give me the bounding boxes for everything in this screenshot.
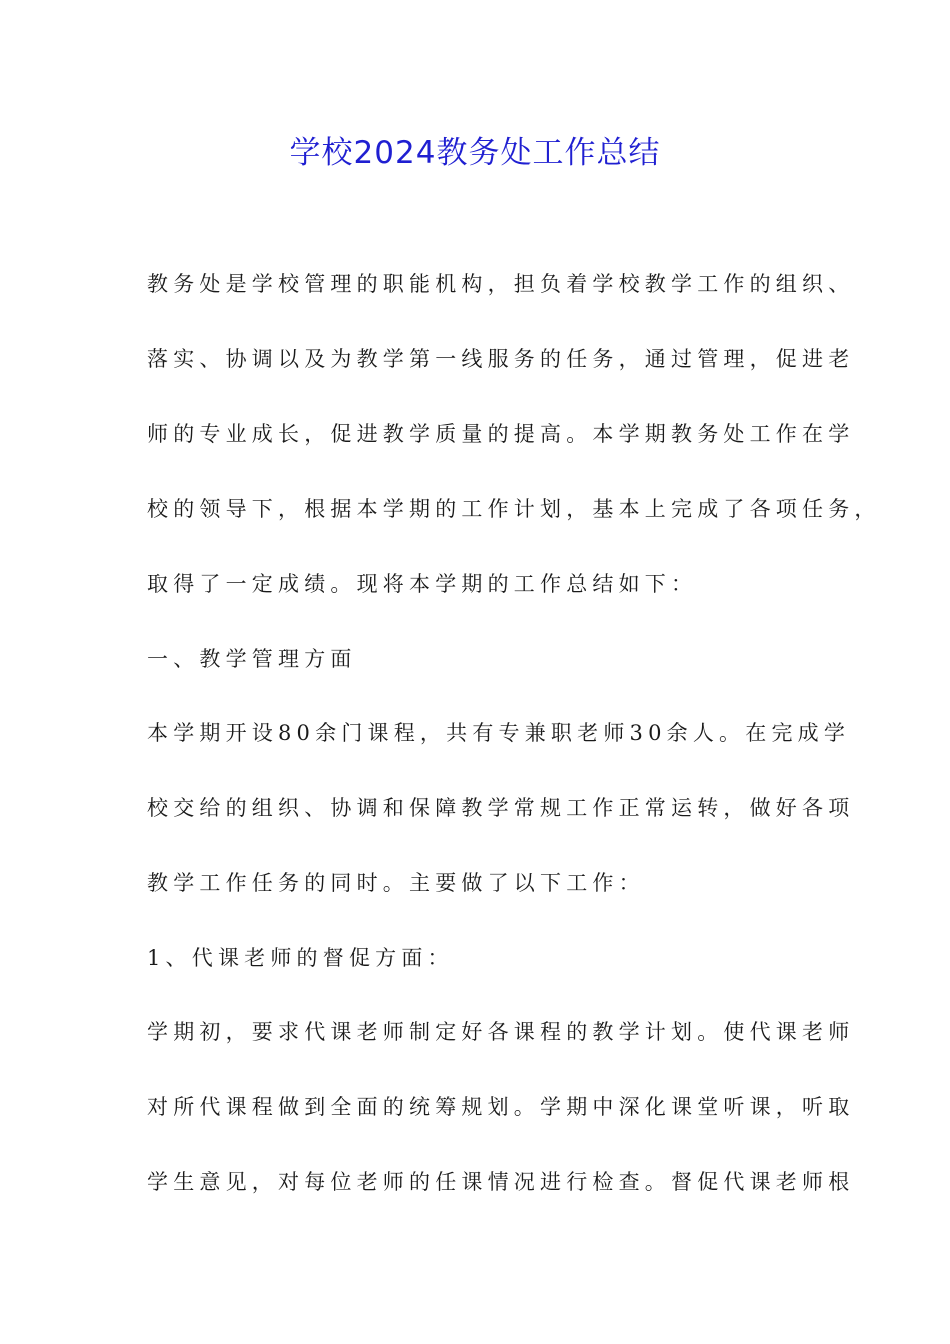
paragraph-line: 校的领导下，根据本学期的工作计划，基本上完成了各项任务， (147, 497, 881, 521)
paragraph-line: 取得了一定成绩。现将本学期的工作总结如下： (147, 572, 698, 596)
paragraph-line: 校交给的组织、协调和保障教学常规工作正常运转，做好各项 (147, 796, 855, 820)
paragraph-line: 教务处是学校管理的职能机构，担负着学校教学工作的组织、 (147, 272, 855, 296)
paragraph-line: 学期初，要求代课老师制定好各课程的教学计划。使代课老师 (147, 1020, 855, 1044)
section-heading: 一、教学管理方面 (147, 647, 357, 671)
subsection-heading: 1、代课老师的督促方面： (147, 946, 454, 970)
paragraph-line: 对所代课程做到全面的统筹规划。学期中深化课堂听课，听取 (147, 1095, 855, 1119)
document-title: 学校2024教务处工作总结 (289, 135, 661, 171)
paragraph-line: 师的专业成长，促进教学质量的提高。本学期教务处工作在学 (147, 422, 855, 446)
paragraph-line: 学生意见，对每位老师的任课情况进行检查。督促代课老师根 (147, 1170, 855, 1194)
paragraph-line: 教学工作任务的同时。主要做了以下工作： (147, 871, 645, 895)
paragraph-line: 本学期开设80余门课程，共有专兼职老师30余人。在完成学 (147, 721, 851, 745)
paragraph-line: 落实、协调以及为教学第一线服务的任务，通过管理，促进老 (147, 347, 855, 371)
